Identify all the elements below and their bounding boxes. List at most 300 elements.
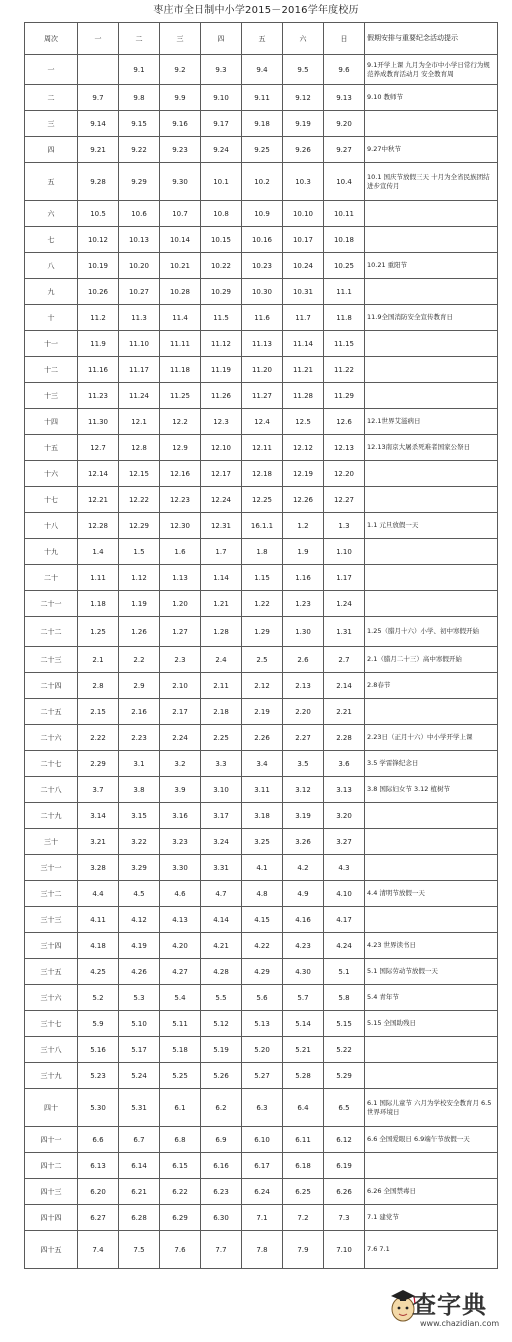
date-cell: 9.9 bbox=[160, 85, 201, 111]
date-cell: 2.4 bbox=[201, 647, 242, 673]
date-cell: 10.14 bbox=[160, 227, 201, 253]
note-cell bbox=[365, 539, 498, 565]
note-cell bbox=[365, 803, 498, 829]
date-cell: 3.1 bbox=[119, 751, 160, 777]
note-cell bbox=[365, 907, 498, 933]
date-cell: 1.11 bbox=[78, 565, 119, 591]
date-cell: 5.17 bbox=[119, 1037, 160, 1063]
date-cell: 2.16 bbox=[119, 699, 160, 725]
week-number-cell: 四 bbox=[25, 137, 78, 163]
date-cell: 6.9 bbox=[201, 1127, 242, 1153]
date-cell: 2.8 bbox=[78, 673, 119, 699]
date-cell: 6.20 bbox=[78, 1179, 119, 1205]
note-cell bbox=[365, 111, 498, 137]
date-cell: 12.11 bbox=[242, 435, 283, 461]
date-cell: 9.21 bbox=[78, 137, 119, 163]
week-number-cell: 三十一 bbox=[25, 855, 78, 881]
date-cell: 11.6 bbox=[242, 305, 283, 331]
note-cell bbox=[365, 565, 498, 591]
date-cell: 4.14 bbox=[201, 907, 242, 933]
date-cell: 10.7 bbox=[160, 201, 201, 227]
date-cell: 9.25 bbox=[242, 137, 283, 163]
table-row bbox=[25, 539, 498, 565]
date-cell: 3.30 bbox=[160, 855, 201, 881]
date-cell: 10.28 bbox=[160, 279, 201, 305]
date-cell: 6.7 bbox=[119, 1127, 160, 1153]
date-cell: 12.25 bbox=[242, 487, 283, 513]
date-cell: 3.11 bbox=[242, 777, 283, 803]
week-number-cell: 三十 bbox=[25, 829, 78, 855]
date-cell: 11.29 bbox=[324, 383, 365, 409]
date-cell: 6.13 bbox=[78, 1153, 119, 1179]
date-cell: 12.16 bbox=[160, 461, 201, 487]
table-row bbox=[25, 1231, 498, 1269]
date-cell: 1.12 bbox=[119, 565, 160, 591]
date-cell: 3.13 bbox=[324, 777, 365, 803]
date-cell: 12.28 bbox=[78, 513, 119, 539]
week-number-cell: 三十二 bbox=[25, 881, 78, 907]
date-cell: 3.3 bbox=[201, 751, 242, 777]
date-cell: 5.24 bbox=[119, 1063, 160, 1089]
date-cell: 11.1 bbox=[324, 279, 365, 305]
week-number-cell: 三十八 bbox=[25, 1037, 78, 1063]
note-cell bbox=[365, 1063, 498, 1089]
date-cell: 11.2 bbox=[78, 305, 119, 331]
table-row bbox=[25, 137, 498, 163]
date-cell: 10.24 bbox=[283, 253, 324, 279]
table-row bbox=[25, 907, 498, 933]
date-cell: 10.8 bbox=[201, 201, 242, 227]
date-cell: 1.30 bbox=[283, 617, 324, 647]
date-cell: 1.27 bbox=[160, 617, 201, 647]
date-cell: 12.19 bbox=[283, 461, 324, 487]
note-cell bbox=[365, 279, 498, 305]
date-cell: 12.30 bbox=[160, 513, 201, 539]
date-cell: 11.7 bbox=[283, 305, 324, 331]
week-number-cell: 二十五 bbox=[25, 699, 78, 725]
date-cell: 6.23 bbox=[201, 1179, 242, 1205]
date-cell: 2.2 bbox=[119, 647, 160, 673]
date-cell: 1.18 bbox=[78, 591, 119, 617]
date-cell: 5.18 bbox=[160, 1037, 201, 1063]
date-cell: 10.9 bbox=[242, 201, 283, 227]
note-cell bbox=[365, 1037, 498, 1063]
date-cell: 11.20 bbox=[242, 357, 283, 383]
note-cell: 12.1世界艾滋病日 bbox=[365, 409, 498, 435]
date-cell: 10.19 bbox=[78, 253, 119, 279]
date-cell: 12.9 bbox=[160, 435, 201, 461]
date-cell: 1.21 bbox=[201, 591, 242, 617]
week-number-cell: 十八 bbox=[25, 513, 78, 539]
date-cell: 11.18 bbox=[160, 357, 201, 383]
date-cell: 9.10 bbox=[201, 85, 242, 111]
date-cell: 5.25 bbox=[160, 1063, 201, 1089]
week-number-cell: 四十 bbox=[25, 1089, 78, 1127]
date-cell: 1.9 bbox=[283, 539, 324, 565]
date-cell: 2.22 bbox=[78, 725, 119, 751]
week-number-cell: 二 bbox=[25, 85, 78, 111]
date-cell: 11.3 bbox=[119, 305, 160, 331]
date-cell: 5.29 bbox=[324, 1063, 365, 1089]
table-row bbox=[25, 1063, 498, 1089]
date-cell: 4.27 bbox=[160, 959, 201, 985]
date-cell: 2.19 bbox=[242, 699, 283, 725]
date-cell: 12.31 bbox=[201, 513, 242, 539]
date-cell: 4.1 bbox=[242, 855, 283, 881]
date-cell: 5.4 bbox=[160, 985, 201, 1011]
date-cell: 7.1 bbox=[242, 1205, 283, 1231]
date-cell: 5.5 bbox=[201, 985, 242, 1011]
week-number-cell: 二十四 bbox=[25, 673, 78, 699]
date-cell: 12.20 bbox=[324, 461, 365, 487]
date-cell: 7.8 bbox=[242, 1231, 283, 1269]
note-cell bbox=[365, 699, 498, 725]
date-cell: 2.5 bbox=[242, 647, 283, 673]
date-cell: 1.13 bbox=[160, 565, 201, 591]
date-cell: 1.15 bbox=[242, 565, 283, 591]
school-calendar-table bbox=[24, 22, 498, 1269]
table-row bbox=[25, 279, 498, 305]
date-cell: 9.12 bbox=[283, 85, 324, 111]
date-cell: 11.22 bbox=[324, 357, 365, 383]
table-row bbox=[25, 357, 498, 383]
date-cell: 1.16 bbox=[283, 565, 324, 591]
date-cell: 11.17 bbox=[119, 357, 160, 383]
date-cell: 4.5 bbox=[119, 881, 160, 907]
date-cell: 9.27 bbox=[324, 137, 365, 163]
date-cell: 10.30 bbox=[242, 279, 283, 305]
date-cell: 16.1.1 bbox=[242, 513, 283, 539]
week-number-cell: 十五 bbox=[25, 435, 78, 461]
date-cell: 4.2 bbox=[283, 855, 324, 881]
date-cell: 11.14 bbox=[283, 331, 324, 357]
note-cell: 2.1（腊月二十三）高中寒假开始 bbox=[365, 647, 498, 673]
date-cell: 4.15 bbox=[242, 907, 283, 933]
date-cell: 4.10 bbox=[324, 881, 365, 907]
date-cell: 6.3 bbox=[242, 1089, 283, 1127]
week-number-cell: 二十八 bbox=[25, 777, 78, 803]
date-cell: 6.28 bbox=[119, 1205, 160, 1231]
date-cell: 6.22 bbox=[160, 1179, 201, 1205]
date-cell: 4.30 bbox=[283, 959, 324, 985]
date-cell: 1.22 bbox=[242, 591, 283, 617]
date-cell: 4.3 bbox=[324, 855, 365, 881]
week-number-cell: 十九 bbox=[25, 539, 78, 565]
date-cell: 11.25 bbox=[160, 383, 201, 409]
note-cell: 9.1开学上课 九月为全市中小学日常行为规范养成教育活动月 安全教育周 bbox=[365, 55, 498, 85]
date-cell: 2.20 bbox=[283, 699, 324, 725]
date-cell: 9.1 bbox=[119, 55, 160, 85]
date-cell: 2.28 bbox=[324, 725, 365, 751]
date-cell: 1.14 bbox=[201, 565, 242, 591]
date-cell: 10.15 bbox=[201, 227, 242, 253]
table-row bbox=[25, 829, 498, 855]
date-cell: 4.20 bbox=[160, 933, 201, 959]
date-cell: 1.25 bbox=[78, 617, 119, 647]
date-cell: 1.17 bbox=[324, 565, 365, 591]
date-cell: 4.23 bbox=[283, 933, 324, 959]
date-cell: 5.30 bbox=[78, 1089, 119, 1127]
date-cell: 2.29 bbox=[78, 751, 119, 777]
week-number-cell: 二十二 bbox=[25, 617, 78, 647]
date-cell: 7.7 bbox=[201, 1231, 242, 1269]
note-cell: 12.13南京大屠杀死难者国家公祭日 bbox=[365, 435, 498, 461]
date-cell: 2.10 bbox=[160, 673, 201, 699]
date-cell: 2.12 bbox=[242, 673, 283, 699]
date-cell: 3.31 bbox=[201, 855, 242, 881]
week-number-cell: 三十三 bbox=[25, 907, 78, 933]
date-cell: 3.28 bbox=[78, 855, 119, 881]
date-cell: 12.4 bbox=[242, 409, 283, 435]
date-cell: 5.8 bbox=[324, 985, 365, 1011]
note-cell bbox=[365, 829, 498, 855]
date-cell: 1.31 bbox=[324, 617, 365, 647]
date-cell: 9.28 bbox=[78, 163, 119, 201]
date-cell: 6.4 bbox=[283, 1089, 324, 1127]
date-cell: 5.12 bbox=[201, 1011, 242, 1037]
date-cell: 3.23 bbox=[160, 829, 201, 855]
date-cell: 5.14 bbox=[283, 1011, 324, 1037]
date-cell: 3.22 bbox=[119, 829, 160, 855]
date-cell: 12.29 bbox=[119, 513, 160, 539]
date-cell: 9.7 bbox=[78, 85, 119, 111]
date-cell: 1.29 bbox=[242, 617, 283, 647]
table-row bbox=[25, 227, 498, 253]
note-cell: 2.8春节 bbox=[365, 673, 498, 699]
date-cell: 3.6 bbox=[324, 751, 365, 777]
date-cell: 1.7 bbox=[201, 539, 242, 565]
table-row bbox=[25, 617, 498, 647]
date-cell: 3.19 bbox=[283, 803, 324, 829]
week-number-cell: 三 bbox=[25, 111, 78, 137]
header-cell: 周次 bbox=[25, 23, 78, 55]
date-cell: 6.6 bbox=[78, 1127, 119, 1153]
date-cell: 9.11 bbox=[242, 85, 283, 111]
date-cell: 3.21 bbox=[78, 829, 119, 855]
date-cell: 9.3 bbox=[201, 55, 242, 85]
date-cell: 5.16 bbox=[78, 1037, 119, 1063]
table-row bbox=[25, 777, 498, 803]
date-cell: 5.15 bbox=[324, 1011, 365, 1037]
week-number-cell: 三十九 bbox=[25, 1063, 78, 1089]
date-cell: 3.14 bbox=[78, 803, 119, 829]
table-row bbox=[25, 1127, 498, 1153]
date-cell: 10.11 bbox=[324, 201, 365, 227]
note-cell bbox=[365, 855, 498, 881]
week-number-cell: 四十一 bbox=[25, 1127, 78, 1153]
table-row bbox=[25, 1179, 498, 1205]
date-cell: 10.4 bbox=[324, 163, 365, 201]
week-number-cell: 二十九 bbox=[25, 803, 78, 829]
table-row bbox=[25, 881, 498, 907]
date-cell: 1.23 bbox=[283, 591, 324, 617]
table-row bbox=[25, 591, 498, 617]
note-cell: 6.26 全国禁毒日 bbox=[365, 1179, 498, 1205]
date-cell: 4.24 bbox=[324, 933, 365, 959]
date-cell: 12.3 bbox=[201, 409, 242, 435]
date-cell: 5.27 bbox=[242, 1063, 283, 1089]
date-cell: 9.4 bbox=[242, 55, 283, 85]
week-number-cell: 三十六 bbox=[25, 985, 78, 1011]
date-cell: 2.6 bbox=[283, 647, 324, 673]
note-cell: 6.1 国际儿童节 六月为学校安全教育月 6.5世界环境日 bbox=[365, 1089, 498, 1127]
date-cell: 6.18 bbox=[283, 1153, 324, 1179]
week-number-cell: 十 bbox=[25, 305, 78, 331]
table-row bbox=[25, 461, 498, 487]
date-cell: 1.26 bbox=[119, 617, 160, 647]
header-cell: 日 bbox=[324, 23, 365, 55]
date-cell: 5.19 bbox=[201, 1037, 242, 1063]
table-row bbox=[25, 855, 498, 881]
date-cell: 6.10 bbox=[242, 1127, 283, 1153]
date-cell: 6.26 bbox=[324, 1179, 365, 1205]
date-cell: 6.1 bbox=[160, 1089, 201, 1127]
note-cell: 10.1 国庆节放假三天 十月为全省民族团结进步宣传月 bbox=[365, 163, 498, 201]
week-number-cell: 二十三 bbox=[25, 647, 78, 673]
table-row bbox=[25, 111, 498, 137]
date-cell: 11.21 bbox=[283, 357, 324, 383]
date-cell: 3.5 bbox=[283, 751, 324, 777]
date-cell: 11.24 bbox=[119, 383, 160, 409]
date-cell: 11.16 bbox=[78, 357, 119, 383]
date-cell: 9.19 bbox=[283, 111, 324, 137]
date-cell: 2.21 bbox=[324, 699, 365, 725]
date-cell: 1.5 bbox=[119, 539, 160, 565]
date-cell: 5.31 bbox=[119, 1089, 160, 1127]
date-cell: 12.14 bbox=[78, 461, 119, 487]
week-number-cell: 六 bbox=[25, 201, 78, 227]
date-cell: 1.19 bbox=[119, 591, 160, 617]
date-cell: 6.21 bbox=[119, 1179, 160, 1205]
date-cell: 2.27 bbox=[283, 725, 324, 751]
table-row bbox=[25, 487, 498, 513]
date-cell: 2.25 bbox=[201, 725, 242, 751]
date-cell: 12.2 bbox=[160, 409, 201, 435]
date-cell: 2.3 bbox=[160, 647, 201, 673]
week-number-cell: 四十三 bbox=[25, 1179, 78, 1205]
date-cell: 12.27 bbox=[324, 487, 365, 513]
note-cell: 3.8 国际妇女节 3.12 植树节 bbox=[365, 777, 498, 803]
date-cell: 2.26 bbox=[242, 725, 283, 751]
date-cell: 7.5 bbox=[119, 1231, 160, 1269]
week-number-cell: 九 bbox=[25, 279, 78, 305]
chazidian-watermark bbox=[388, 1285, 508, 1337]
table-row bbox=[25, 565, 498, 591]
date-cell: 4.25 bbox=[78, 959, 119, 985]
date-cell: 12.22 bbox=[119, 487, 160, 513]
date-cell: 10.10 bbox=[283, 201, 324, 227]
date-cell: 1.10 bbox=[324, 539, 365, 565]
week-number-cell: 十七 bbox=[25, 487, 78, 513]
date-cell: 6.14 bbox=[119, 1153, 160, 1179]
table-row bbox=[25, 253, 498, 279]
header-cell: 一 bbox=[78, 23, 119, 55]
date-cell: 3.18 bbox=[242, 803, 283, 829]
week-number-cell: 三十四 bbox=[25, 933, 78, 959]
date-cell: 4.17 bbox=[324, 907, 365, 933]
table-row bbox=[25, 725, 498, 751]
week-number-cell: 二十一 bbox=[25, 591, 78, 617]
date-cell: 9.8 bbox=[119, 85, 160, 111]
table-row bbox=[25, 647, 498, 673]
date-cell: 4.19 bbox=[119, 933, 160, 959]
date-cell: 5.11 bbox=[160, 1011, 201, 1037]
note-cell bbox=[365, 201, 498, 227]
date-cell: 11.30 bbox=[78, 409, 119, 435]
date-cell: 6.5 bbox=[324, 1089, 365, 1127]
date-cell: 4.18 bbox=[78, 933, 119, 959]
date-cell: 6.17 bbox=[242, 1153, 283, 1179]
date-cell: 11.15 bbox=[324, 331, 365, 357]
date-cell: 10.13 bbox=[119, 227, 160, 253]
date-cell: 10.16 bbox=[242, 227, 283, 253]
note-cell: 2.23日（正月十六）中小学开学上课 bbox=[365, 725, 498, 751]
note-cell: 5.15 全国助残日 bbox=[365, 1011, 498, 1037]
week-number-cell: 四十二 bbox=[25, 1153, 78, 1179]
date-cell: 3.9 bbox=[160, 777, 201, 803]
table-row bbox=[25, 959, 498, 985]
date-cell: 10.12 bbox=[78, 227, 119, 253]
date-cell: 3.15 bbox=[119, 803, 160, 829]
note-cell: 5.4 青年节 bbox=[365, 985, 498, 1011]
date-cell: 1.3 bbox=[324, 513, 365, 539]
note-cell: 6.6 全国爱眼日 6.9端午节放假一天 bbox=[365, 1127, 498, 1153]
date-cell: 12.23 bbox=[160, 487, 201, 513]
date-cell: 9.5 bbox=[283, 55, 324, 85]
date-cell: 5.6 bbox=[242, 985, 283, 1011]
date-cell: 9.22 bbox=[119, 137, 160, 163]
date-cell: 4.11 bbox=[78, 907, 119, 933]
date-cell: 10.6 bbox=[119, 201, 160, 227]
date-cell: 12.24 bbox=[201, 487, 242, 513]
date-cell: 10.1 bbox=[201, 163, 242, 201]
date-cell: 6.24 bbox=[242, 1179, 283, 1205]
date-cell: 2.17 bbox=[160, 699, 201, 725]
date-cell: 10.18 bbox=[324, 227, 365, 253]
date-cell: 4.13 bbox=[160, 907, 201, 933]
date-cell: 6.25 bbox=[283, 1179, 324, 1205]
date-cell: 10.22 bbox=[201, 253, 242, 279]
date-cell: 3.27 bbox=[324, 829, 365, 855]
date-cell: 7.2 bbox=[283, 1205, 324, 1231]
date-cell: 11.28 bbox=[283, 383, 324, 409]
week-number-cell: 三十五 bbox=[25, 959, 78, 985]
date-cell: 9.30 bbox=[160, 163, 201, 201]
date-cell: 2.15 bbox=[78, 699, 119, 725]
date-cell: 9.13 bbox=[324, 85, 365, 111]
date-cell: 5.21 bbox=[283, 1037, 324, 1063]
date-cell: 6.8 bbox=[160, 1127, 201, 1153]
date-cell: 9.17 bbox=[201, 111, 242, 137]
date-cell: 7.9 bbox=[283, 1231, 324, 1269]
table-row bbox=[25, 751, 498, 777]
week-number-cell: 四十四 bbox=[25, 1205, 78, 1231]
date-cell: 5.10 bbox=[119, 1011, 160, 1037]
date-cell: 2.23 bbox=[119, 725, 160, 751]
week-number-cell: 七 bbox=[25, 227, 78, 253]
table-row bbox=[25, 513, 498, 539]
date-cell: 11.13 bbox=[242, 331, 283, 357]
date-cell: 4.8 bbox=[242, 881, 283, 907]
date-cell: 6.19 bbox=[324, 1153, 365, 1179]
date-cell: 12.17 bbox=[201, 461, 242, 487]
page-title: 枣庄市全日制中小学2015－2016学年度校历 bbox=[153, 5, 359, 16]
note-cell bbox=[365, 461, 498, 487]
date-cell: 9.2 bbox=[160, 55, 201, 85]
week-number-cell: 十二 bbox=[25, 357, 78, 383]
table-row bbox=[25, 383, 498, 409]
week-number-cell: 二十七 bbox=[25, 751, 78, 777]
